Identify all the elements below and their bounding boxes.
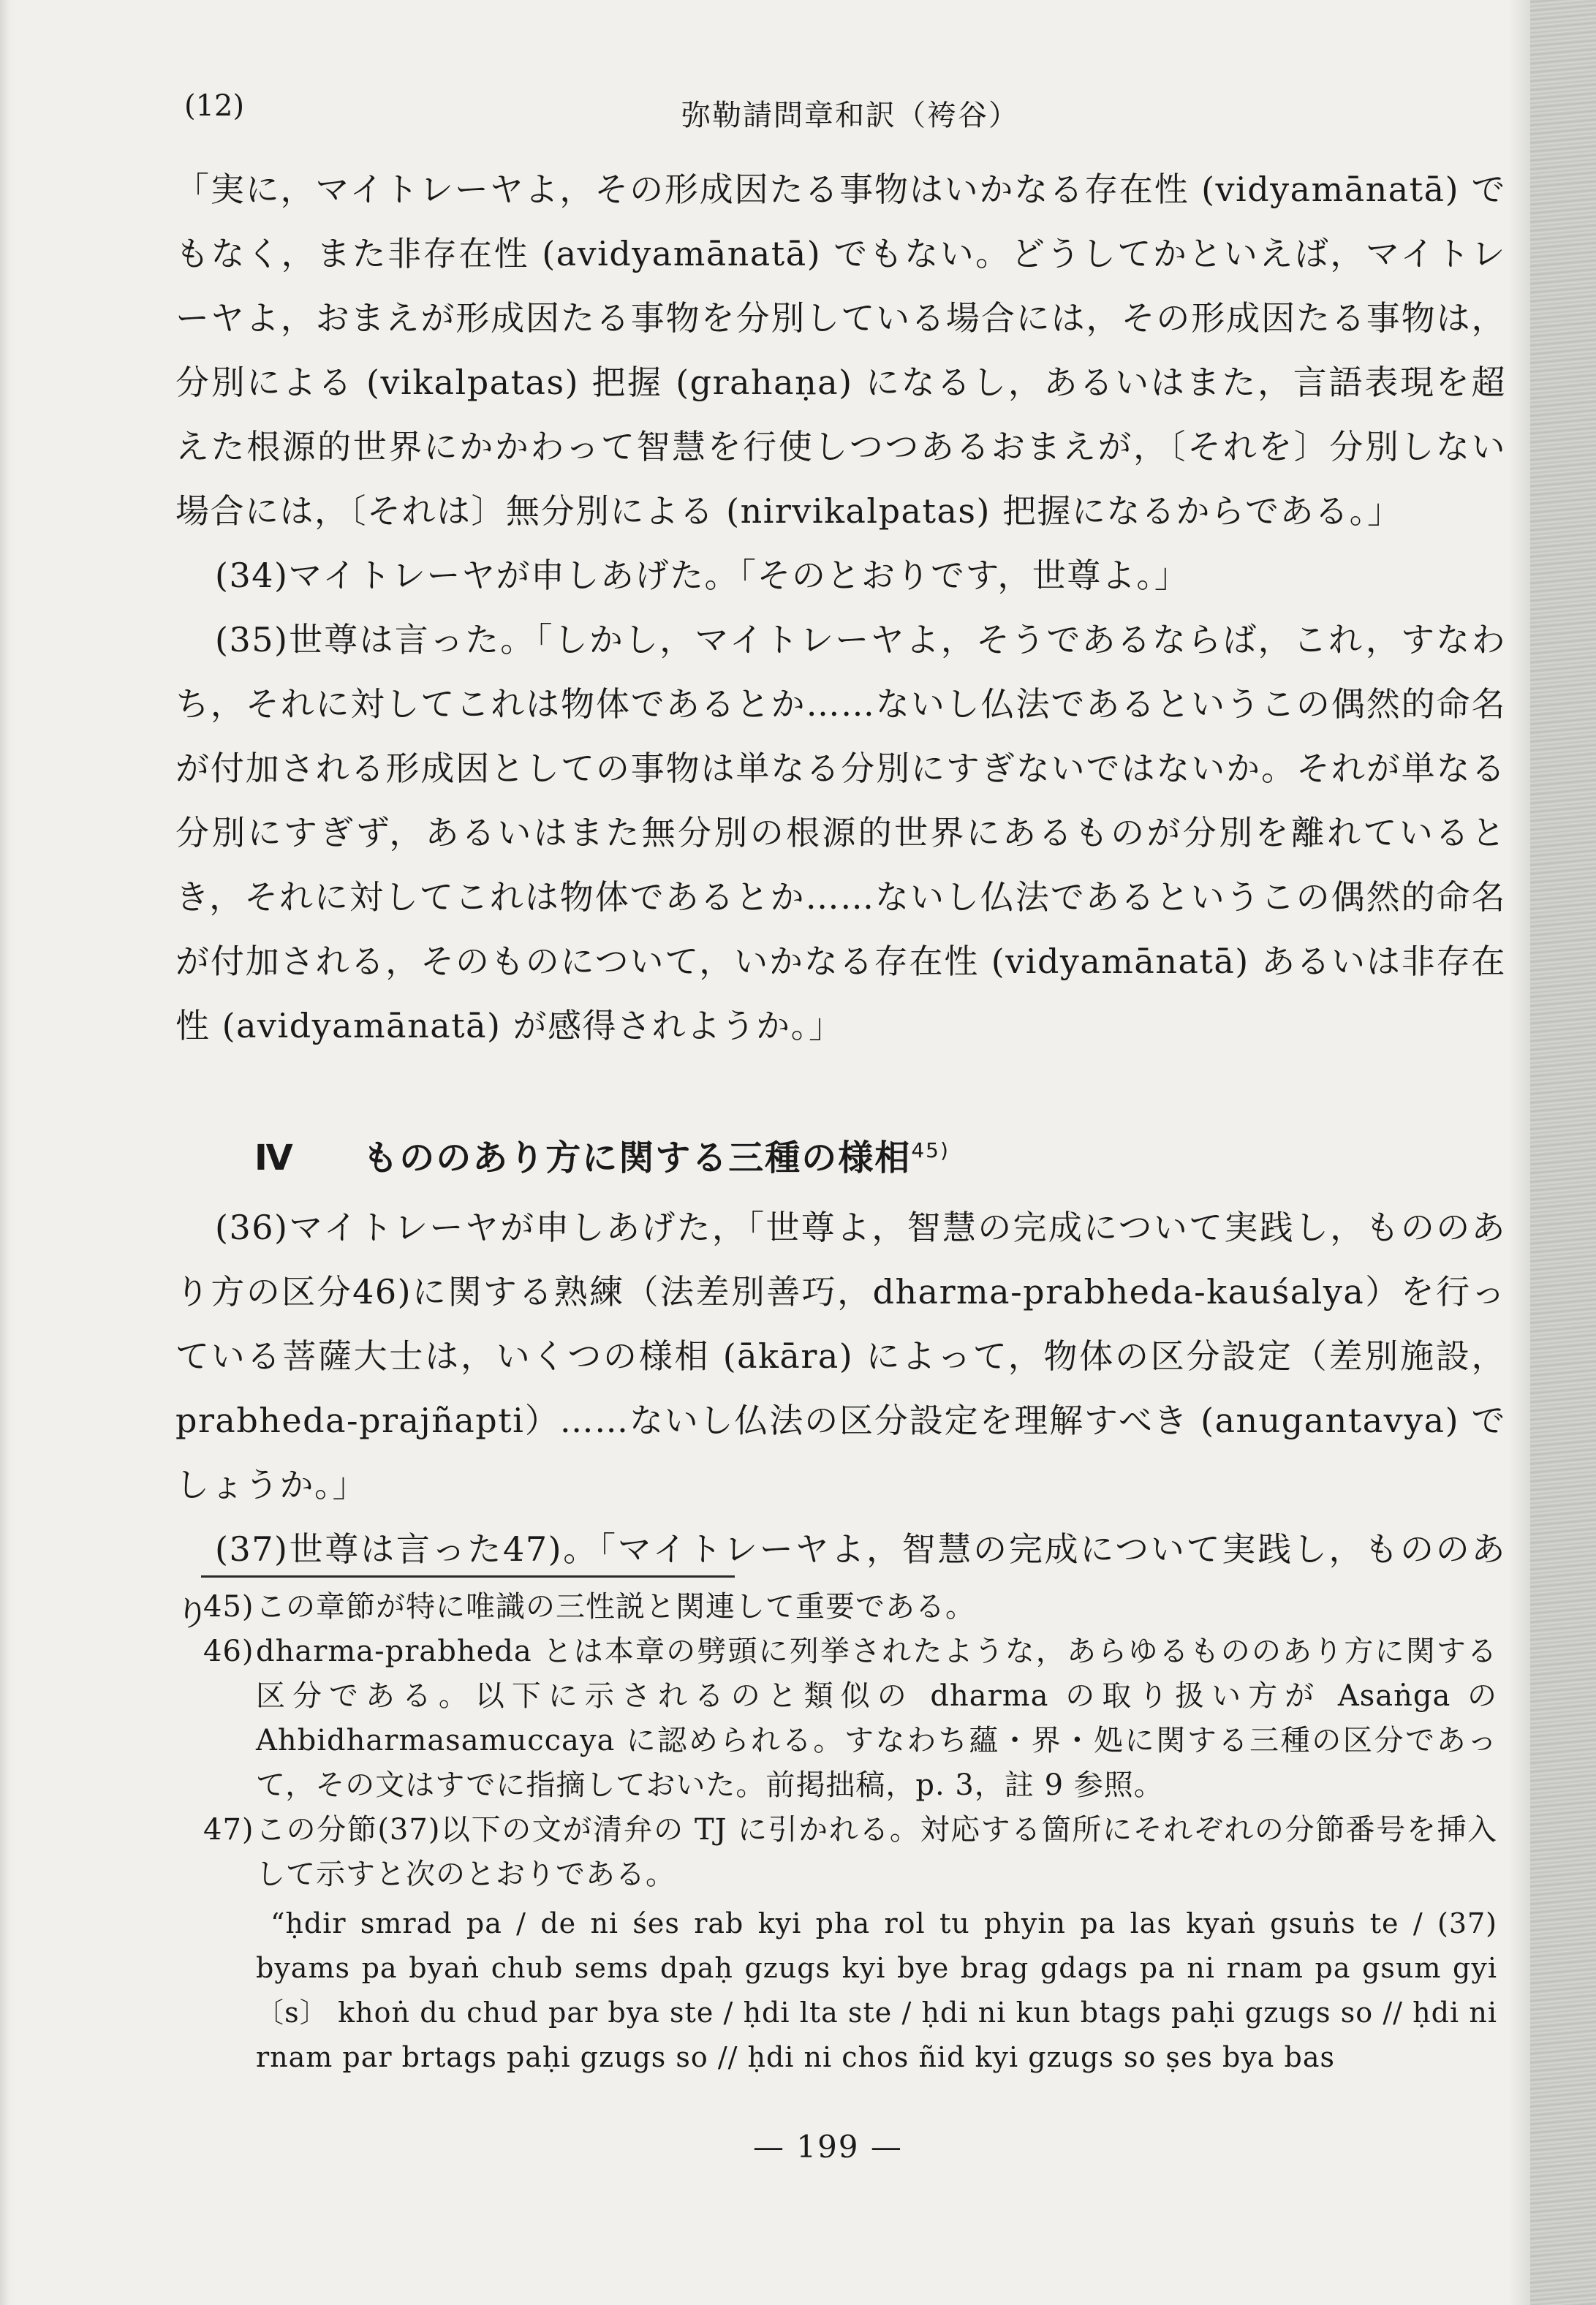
paragraph-37: (37)世尊は言った47)。「マイトレーヤよ，智慧の完成について実践し，もののあり [175, 1529, 1506, 1633]
paragraph-35: (35)世尊は言った。「しかし，マイトレーヤよ，そうであるならば，これ，すなわち，それに対してこれは物体であるとか……ないし仏法であるというこの偶然的命名が付加される形成因としての事物は単なる分別にすぎないではないか。それが単なる分別にすぎず，あるいはまた無分別の根源的世界にあるものが分別を離れているとき，それに対してこれは物体であるとか……ないし仏法であるというこの偶然的命名が付加される，そのものについて，いかなる存在性 (vidyamānatā) あるいは非存在性 (avidyamānatā) が感得されようか。」 [175, 620, 1506, 1045]
scan-edge-left [0, 0, 16, 2305]
footnote-tibetan-quote: “ḥdir smrad pa / de ni śes rab kyi pha rol tu phyin pa las kyaṅ gsuṅs te / (37) byams pa byaṅ chub sems dpaḥ gzugs kyi bye brag gdags pa ni rnam pa gsum gyi〔s〕 khoṅ du chud par bya ste / ḥdi lta ste / ḥdi ni kun btags paḥi gzugs so // ḥdi ni rnam par brtags paḥi gzugs so // ḥdi ni chos ñid kyi gzugs so ṣes bya bas [256, 1907, 1497, 2073]
page-label: (12) [184, 89, 245, 123]
footnote-text: この章節が特に唯識の三性説と関連して重要である。 [256, 1590, 975, 1624]
paragraph-33-quote: 「実に，マイトレーヤよ，その形成因たる事物はいかなる存在性 (vidyamānatā) でもなく，また非存在性 (avidyamānatā) でもない。どうしてかといえば，マイトレーヤよ，おまえが形成因たる事物を分別している場合には，その形成因たる事物は，分別による (vikalpatas) 把握 (grahaṇa) になるし，あるいはまた，言語表現を超えた根源的世界にかかわって智慧を行使しつつあるおまえが，〔それを〕分別しない場合には，〔それは〕無分別による (nirvikalpatas) 把握になるからである。」 [175, 170, 1506, 531]
section-heading [254, 1129, 950, 1180]
scan-edge-right [1530, 0, 1596, 2305]
footnote-number: 47) [203, 1813, 254, 1847]
footnote-number: 46) [203, 1635, 254, 1668]
footnotes [203, 1585, 1497, 2080]
footnote-number: 45) [203, 1590, 254, 1624]
section-title: もののあり方に関する三種の様相 [363, 1138, 912, 1178]
footnote-47 [203, 1808, 1497, 1897]
body-text-section [175, 1195, 1506, 1646]
page-header [184, 82, 1500, 140]
footnote-text: dharma-prabheda とは本章の劈頭に列挙されたような，あらゆるもののあり方に関する区分である。以下に示されるのと類似の dharma の取り扱い方が Asaṅga の Ahbidharmasamuccaya に認められる。すなわち蘊・界・処に関する三種の区分であって，その文はすでに指摘しておいた。前掲拙稿，p. 3，註 9 参照。 [256, 1635, 1497, 1802]
paragraph-34: (34)マイトレーヤが申しあげた。「そのとおりです，世尊よ。」 [215, 556, 1190, 595]
body-text-top [175, 157, 1506, 1058]
paragraph-36: (36)マイトレーヤが申しあげた，「世尊よ，智慧の完成について実践し，もののあり方の区分46)に関する熟練（法差別善巧，dharma-prabheda-kauśalya）を行っている菩薩大士は，いくつの様相 (ākāra) によって，物体の区分設定（差別施設，prabheda-prajñapti）……ないし仏法の区分設定を理解すべき (anugantavya) でしょうか。」 [175, 1208, 1506, 1505]
section-number: Ⅳ [254, 1138, 295, 1178]
page-number: — 199 — [753, 2129, 903, 2165]
footnote-46 [203, 1630, 1497, 1808]
footnote-rule [201, 1575, 735, 1578]
section-note-ref: 45) [911, 1138, 950, 1162]
footnote-text: この分節(37)以下の文が清弁の TJ に引かれる。対応する箇所にそれぞれの分節番号を挿入して示すと次のとおりである。 [256, 1813, 1497, 1891]
footnote-45 [203, 1585, 1497, 1630]
running-title: 弥勒請問章和訳（袴谷） [681, 99, 1019, 132]
